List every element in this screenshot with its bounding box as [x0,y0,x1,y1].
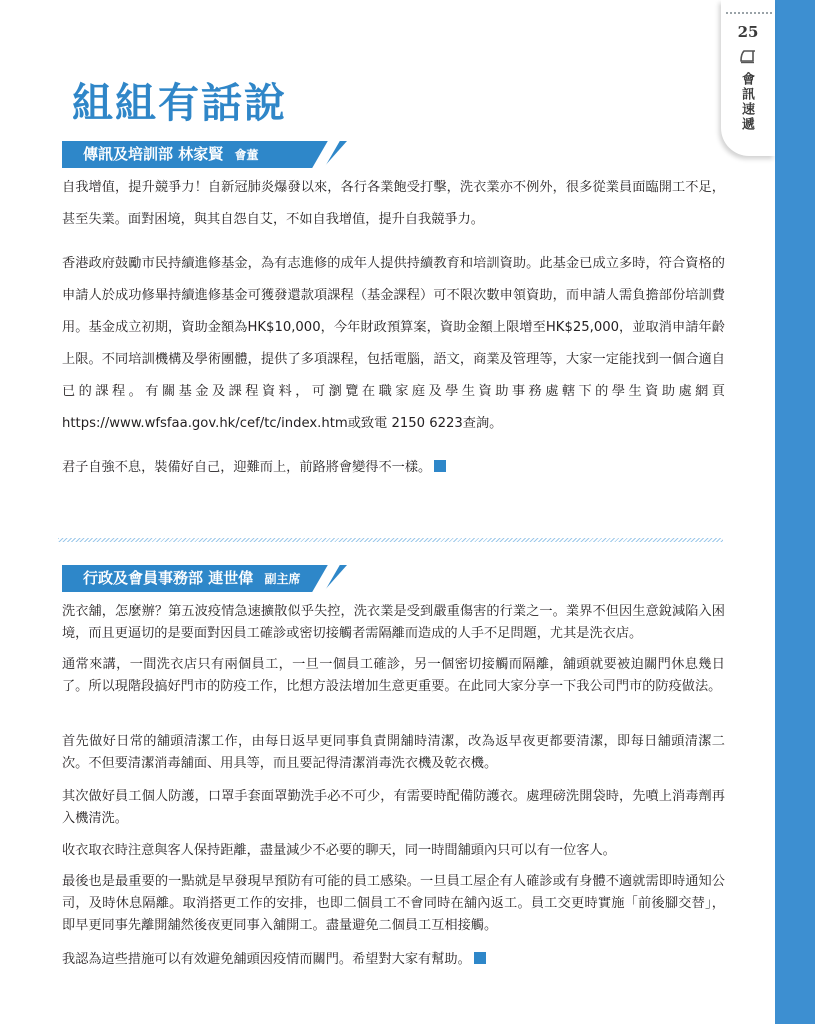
paragraph: 首先做好日常的舖頭清潔工作，由每日返早更同事負責開舖時清潔，改為返早夜更都要清潔，即每日舖頭清潔二次。不但要清潔消毒舖面、用具等，而且要記得清潔消毒洗衣機及乾衣機。 [62,734,725,771]
magazine-section-title: 會訊速遞 [739,72,754,132]
person-name: 連世偉 [208,569,254,587]
section-header [83,141,259,169]
end-mark-icon [474,952,486,964]
department-name: 傳訊及培訓部 [83,145,174,163]
person-role: 副主席 [264,572,301,586]
paragraph: 洗衣舖，怎麼辦？第五波疫情急速擴散似乎失控，洗衣業是受到嚴重傷害的行業之一。業界不但因生意銳減陷入困境，而且更逼切的是要面對因員工確診或密切接觸者需隔離而造成的人手不足問題，尤其是洗衣店。 [62,604,725,641]
section-divider [58,538,723,542]
person-role: 會董 [234,148,259,162]
page-title: 組組有話說 [72,79,287,127]
paragraph-closing [62,452,725,484]
paragraph: 自我增值，提升競爭力！自新冠肺炎爆發以來，各行各業飽受打擊，洗衣業亦不例外，很多從業員面臨開工不足，甚至失業。面對困境，與其自怨自艾，不如自我增值，提升自我競爭力。 [62,180,725,227]
side-color-bar [775,0,815,1024]
iron-icon [739,48,757,64]
paragraph-text: 君子自強不息，裝備好自己，迎難而上，前路將會變得不一樣。 [62,460,432,475]
paragraph: 通常來講，一間洗衣店只有兩個員工，一旦一個員工確診，另一個密切接觸而隔離，舖頭就要被迫關門休息幾日了。所以現階段搞好門市的防疫工作，比想方設法增加生意更重要。在此同大家分享一下我公司門市的防疫做法。 [62,657,725,694]
paragraph-closing [62,949,725,971]
paragraph: 最後也是最重要的一點就是早發現早預防有可能的員工感染。一旦員工屋企有人確診或有身體不適就需即時通知公司，及時休息隔離。取消搭更工作的安排，也即二個員工不會同時在舖內返工。員工交更時實施「前後腳交替」，即早更同事先離開舖然後夜更同事入舖開工。盡量避免二個員工互相接觸。 [62,874,725,933]
end-mark-icon [434,460,446,472]
paragraph: 香港政府鼓勵市民持續進修基金，為有志進修的成年人提供持續教育和培訓資助。此基金已成立多時，符合資格的申請人於成功修畢持續進修基金可獲發還款項課程（基金課程）可不限次數申領資助，而申請人需負擔部份培訓費用。基金成立初期，資助金額為HK$10,000，今年財政預算案，資助金額上限增至HK$25,000，並取消申請年齡上限。不同培訓機構及學術團體，提供了多項課程，包括電腦，語文，商業及管理等，大家一定能找到一個合適自已的課程。有關基金及課程資料，可瀏覽在職家庭及學生資助事務處轄下的學生資助處網頁https://www.wfsfaa.gov.hk/cef/tc/index.htm或致電 2150 6223查詢。 [62,256,725,431]
tab-dotted-line [726,12,772,14]
department-name: 行政及會員事務部 [83,569,204,587]
page-number: 25 [737,23,759,41]
paragraph-text: 我認為這些措施可以有效避免舖頭因疫情而關門。希望對大家有幫助。 [62,952,471,967]
paragraph: 收衣取衣時注意與客人保持距離，盡量減少不必要的聊天，同一時間舖頭內只可以有一位客人。 [62,843,616,858]
person-name: 林家賢 [178,145,224,163]
paragraph: 其次做好員工個人防護，口罩手套面罩勤洗手必不可少，有需要時配備防護衣。處理磅洗開袋時，先噴上消毒劑再入機清洗。 [62,789,725,826]
section-header [83,565,301,593]
